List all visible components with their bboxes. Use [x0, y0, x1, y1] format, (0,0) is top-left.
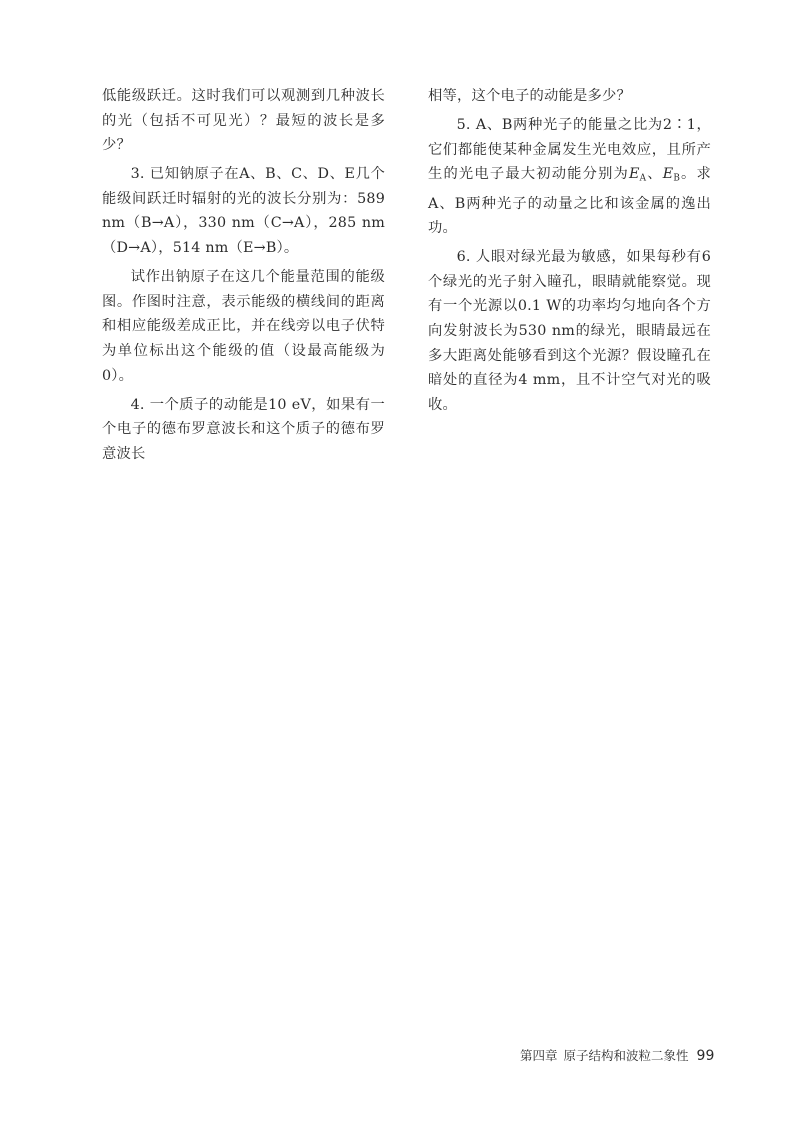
energy-subscript-b: B [673, 173, 681, 184]
problem-5 [428, 113, 711, 241]
energy-subscript-a: A [639, 173, 647, 184]
problem-3: 3. 已知钠原子在A、B、C、D、E几个能级间跃迁时辐射的光的波长分别为：589 nm（B→A），330 nm（C→A），285 nm（D→A），514 nm（E→B）。 [102, 166, 385, 257]
right-column [428, 84, 711, 422]
problem-4: 4. 一个质子的动能是10 eV，如果有一个电子的德布罗意波长和这个质子的德布罗意波长 [102, 396, 385, 462]
problem-5-text-b: 。求A、B两种光子的动量之比和该金属的逸出功。 [428, 166, 712, 237]
problem-4-continuation: 相等，这个电子的动能是多少？ [428, 88, 631, 104]
paragraph-continuation: 低能级跃迁。这时我们可以观测到几种波长的光（包括不可见光）？最短的波长是多少？ [102, 88, 385, 154]
left-column [102, 84, 385, 471]
page-number: 99 [696, 1048, 715, 1064]
problem-6: 6. 人眼对绿光最为敏感，如果每秒有6个绿光的光子射入瞳孔，眼睛就能察觉。现有一个光源以0.1 W的功率均匀地向各个方向发射波长为530 nm的绿光，眼睛最远在多大距离处能够看到这个光源？假设瞳孔在暗处的直径为4 mm，且不计空气对光的吸收。 [428, 249, 711, 413]
page-footer [520, 1046, 720, 1064]
problem-5-text-a: 5. A、B两种光子的能量之比为2∶1，它们都能使某种金属发生光电效应，且所产生的光电子最大初动能分别为 [428, 117, 711, 183]
problem-3-instructions: 试作出钠原子在这几个能量范围的能级图。作图时注意，表示能级的横线间的距离和相应能级差成正比，并在线旁以电子伏特为单位标出这个能级的值（设最高能级为0）。 [102, 269, 385, 384]
separator: 、 [646, 166, 663, 183]
energy-symbol-a: E [629, 166, 640, 183]
chapter-title: 原子结构和波粒二象性 [563, 1048, 689, 1063]
chapter-label: 第四章 [520, 1048, 558, 1063]
energy-symbol-b: E [662, 166, 674, 183]
